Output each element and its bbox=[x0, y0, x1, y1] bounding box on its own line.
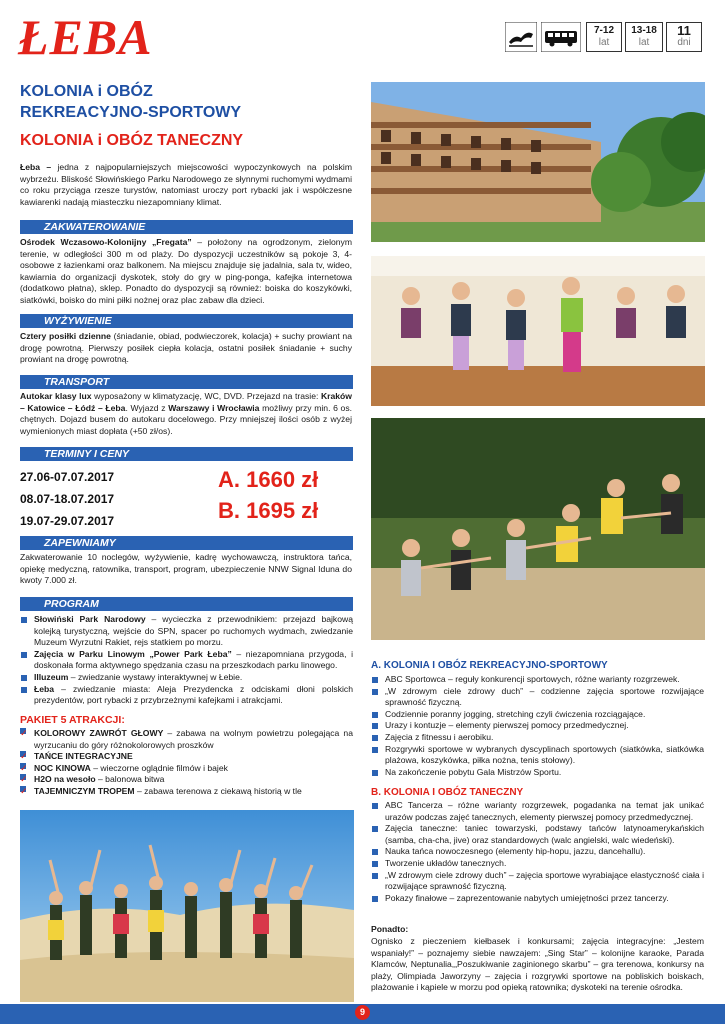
badge-unit: lat bbox=[598, 37, 610, 48]
transport-text: wyposażony w klimatyzację, WC, DVD. Przejazd na trasie: bbox=[91, 391, 321, 401]
item-text: – wieczorne oglądnie filmów i bajek bbox=[90, 762, 228, 773]
bullet-square-icon bbox=[372, 873, 378, 879]
section-header-program: PROGRAM bbox=[20, 597, 353, 611]
transport-route: Kraków – Katowice – Łódź – Łeba bbox=[20, 391, 352, 413]
title-line-3: KOLONIA i OBÓZ TANECZNY bbox=[20, 132, 244, 149]
list-item bbox=[371, 686, 704, 709]
age-badge-13-18 bbox=[625, 22, 663, 52]
transport-text: . Wyjazd z bbox=[125, 402, 169, 413]
item-lead: TAJEMNICZYM TROPEM bbox=[34, 785, 135, 796]
bus-icon bbox=[541, 22, 581, 52]
list-item bbox=[20, 672, 353, 684]
item-lead: H2O na wesoło bbox=[34, 774, 96, 785]
bullet-square-icon bbox=[21, 687, 27, 693]
section-a-header: A. KOLONIA I OBÓZ REKREACYJNO-SPORTOWY bbox=[371, 660, 608, 671]
bullet-square-icon bbox=[372, 849, 378, 855]
bullet-square-icon bbox=[372, 826, 378, 832]
checkmark-icon: ✓ bbox=[20, 728, 28, 738]
days-badge bbox=[666, 22, 702, 52]
item-text: Rozgrywki sportowe w wybranych dyscyplinach sportowych (siatkówka, siatkówka plażowa, koszykówka, piłka nożna, tenis stołowy). bbox=[385, 743, 704, 766]
list-item bbox=[371, 767, 704, 779]
ponadto-paragraph: Ognisko z pieczeniem kiełbasek i konkursami; zajęcia integracyjne: „Jestem wspaniały!” – poznajemy siebie nawzajem: „Sing Star” – kolonijne karaoke, Parada Klamców, Neptunalia,„Poszukiwanie zaginionego skarbu” – gra terenowa, konkursy na plaży, Olimpiada Jaworzyny – zajęcia i rozgrywki sportowe na pobliskich boiskach, plażowanie i kąpiele w morzu pod opieką ratownika; dyskoteki na terenie ośrodka. bbox=[371, 936, 704, 993]
list-item bbox=[371, 674, 704, 686]
item-text: – balonowa bitwa bbox=[95, 774, 165, 785]
section-header-wyzywienie: WYŻYWIENIE bbox=[20, 314, 353, 328]
bullet-square-icon bbox=[21, 617, 27, 623]
beach-group-photo bbox=[20, 810, 354, 1002]
zakwaterowanie-lead: Ośrodek Wczasowo-Kolonijny „Fregata” bbox=[20, 237, 192, 247]
item-text: Na zakończenie pobytu Gala Mistrzów Sportu. bbox=[385, 766, 562, 777]
badge-number: 13-18 bbox=[631, 25, 657, 36]
list-item bbox=[20, 728, 353, 751]
hotel-building-photo bbox=[371, 82, 705, 242]
list-item bbox=[371, 823, 704, 846]
bullet-square-icon bbox=[372, 803, 378, 809]
zakwaterowanie-paragraph bbox=[20, 237, 352, 307]
term-date-3: 19.07-29.07.2017 bbox=[20, 514, 115, 528]
item-text: Codziennie poranny jogging, stretching czyli ćwiczenia rozciągające. bbox=[385, 708, 646, 719]
list-item bbox=[20, 786, 353, 798]
list-item bbox=[20, 649, 353, 672]
wyzywienie-paragraph bbox=[20, 331, 352, 366]
list-item bbox=[371, 893, 704, 905]
age-badge-7-12 bbox=[586, 22, 622, 52]
brand-logo: ŁEBA bbox=[18, 9, 153, 65]
item-lead: KOLOROWY ZAWRÓT GŁOWY bbox=[34, 728, 164, 738]
wyzywienie-lead: Cztery posiłki dzienne bbox=[20, 331, 111, 341]
intro-lead: Łeba – bbox=[20, 162, 52, 172]
transport-paragraph bbox=[20, 391, 352, 437]
section-b-header: B. KOLONIA I OBÓZ TANECZNY bbox=[371, 787, 524, 798]
list-item bbox=[20, 614, 353, 649]
ponadto-header: Ponadto: bbox=[371, 924, 409, 934]
section-a-list bbox=[371, 674, 704, 778]
item-text: Tworzenie układów tanecznych. bbox=[385, 857, 507, 868]
badge-unit: dni bbox=[677, 37, 691, 48]
section-header-zakwaterowanie: ZAKWATEROWANIE bbox=[20, 220, 353, 234]
bullet-square-icon bbox=[372, 677, 378, 683]
list-item bbox=[20, 774, 353, 786]
item-text: Zajęcia z fitnessu i aerobiku. bbox=[385, 731, 494, 742]
wyzywienie-text: (śniadanie, obiad, podwieczorek, kolacja) + suchy prowiant na drogę powrotną. Pierwszy posiłek ciepła kolacja, ostatni posiłek śniadanie + suchy prowiant na drogę powrotną. bbox=[20, 331, 352, 365]
checkmark-icon: ✓ bbox=[20, 785, 28, 796]
item-text: – zabawa terenowa z ciekawą historią w tle bbox=[134, 785, 302, 796]
checkmark-icon: ✓ bbox=[20, 774, 28, 785]
title-line-2: REKREACYJNO-SPORTOWY bbox=[20, 104, 242, 121]
section-b-list bbox=[371, 800, 704, 904]
section-header-zapewniamy: ZAPEWNIAMY bbox=[20, 536, 353, 550]
transport-cities: Warszawy i Wrocławia bbox=[168, 402, 260, 413]
list-item bbox=[371, 858, 704, 870]
list-item bbox=[20, 763, 353, 775]
dance-class-photo bbox=[371, 256, 705, 406]
section-header-terminy: TERMINY I CENY bbox=[20, 447, 353, 461]
section-header-transport: TRANSPORT bbox=[20, 375, 353, 389]
item-lead: Illuzeum bbox=[34, 671, 69, 682]
badge-number: 11 bbox=[677, 23, 691, 38]
item-lead: Słowiński Park Narodowy bbox=[34, 614, 146, 624]
transport-text: możliwy przy min. 6 os. chętnych. Dojazd busem do autokaru docelowego. Przy mniejszej ilości osób z wyżej wymienionych miast dopłata (+50 zł/os). bbox=[20, 402, 352, 436]
atrakcje-list bbox=[20, 728, 353, 798]
badge-unit: lat bbox=[638, 37, 650, 48]
list-item bbox=[371, 800, 704, 823]
intro-paragraph bbox=[20, 162, 352, 208]
transport-lead: Autokar klasy lux bbox=[20, 391, 92, 401]
item-text: Zajęcia taneczne: taniec towarzyski, podstawy tańców latynoamerykańskich (samba, cha-cha, jive) oraz standardowych (walc angielski, walc wiedeński). bbox=[385, 823, 704, 845]
bullet-square-icon bbox=[372, 723, 378, 729]
item-lead: NOC KINOWA bbox=[34, 762, 91, 773]
item-text: – niezapomniana przygoda, i doskonała forma aktywnego spędzania czasu na przeszkodach parku linowego. bbox=[34, 648, 353, 671]
beach-volleyball-photo bbox=[371, 418, 705, 640]
bullet-square-icon bbox=[372, 896, 378, 902]
bullet-square-icon bbox=[372, 770, 378, 776]
item-text: ABC Sportowca – reguły konkurencji sportowych, różne warianty rozgrzewek. bbox=[385, 674, 680, 684]
bullet-square-icon bbox=[372, 689, 378, 695]
item-text: – zwiedzanie miasta: Aleja Prezydencka z odciskami dłoni polskich prezydentów, port rybacki z przybrzeżnymi kafejkami i atrakcjami. bbox=[34, 683, 353, 706]
zapewniamy-paragraph: Zakwaterowanie 10 noclegów, wyżywienie, kadrę wychowawczą, instruktora tańca, opiekę medyczną, ratownika, transport, program, ubezpieczenie NNW Signal Iduna do kwoty 7.000 zł. bbox=[20, 552, 352, 586]
term-date-1: 27.06-07.07.2017 bbox=[20, 470, 115, 484]
item-lead: Zajęcia w Parku Linowym „Power Park Łeba” bbox=[34, 648, 232, 659]
item-text: „W zdrowym ciele zdrowy duch” – zajęcia sportowe wyrabiające elastyczność ciała i rozwijające sprawność fizyczną. bbox=[385, 869, 704, 892]
badge-number: 7-12 bbox=[593, 25, 614, 36]
list-item bbox=[371, 732, 704, 744]
price-a: A. 1660 zł bbox=[218, 467, 319, 492]
item-lead: Łeba bbox=[34, 683, 55, 694]
list-item bbox=[371, 870, 704, 893]
bird-icon bbox=[505, 22, 537, 52]
checkmark-icon: ✓ bbox=[20, 762, 28, 773]
title-line-1: KOLONIA i OBÓZ bbox=[20, 83, 153, 100]
item-text: Urazy i kontuzje – elementy pierwszej pomocy przedmedycznej. bbox=[385, 720, 629, 731]
program-list bbox=[20, 614, 353, 707]
term-date-2: 08.07-18.07.2017 bbox=[20, 492, 115, 506]
list-item bbox=[371, 709, 704, 721]
item-text: – wycieczka z przewodnikiem: przejazd bajkową kolejką turystyczną, wejście do SPN, spacer po ruchomych wydmach, zwiedzanie Muzeum Wyrzutni Rakiet, rejs statkiem po morzu. bbox=[34, 614, 353, 648]
item-text: Pokazy finałowe – zaprezentowanie nabytych umiejętności przez tancerzy. bbox=[385, 892, 669, 903]
bullet-square-icon bbox=[372, 712, 378, 718]
zakwaterowanie-text: – położony na ogrodzonym, zielonym terenie, w odległości 300 m od plaży. Do dyspozycji uczestników są pokoje 3, 4-osobowe z łazienkami oraz balkonem. Na miejscu znajduje się jadalnia, sala tv, wideo, kawiarnia do organizacji dyskotek, stoły do gry w ping-ponga, kafejka internetowa (dodatkowo płatna), sklep. Ponadto do dyspozycji są również: boiska do koszykówki, siatkówki, boisko do mini piłki nożnej oraz plac zabaw dla dzieci. bbox=[20, 237, 353, 305]
item-text: – zwiedzanie wystawy interaktywnej w Łebie. bbox=[68, 671, 243, 682]
bullet-square-icon bbox=[21, 652, 27, 658]
item-text: Nauka tańca nowoczesnego (elementy hip-hopu, jazzu, dancehallu). bbox=[385, 846, 646, 857]
bullet-square-icon bbox=[372, 861, 378, 867]
list-item bbox=[371, 720, 704, 732]
item-lead: TAŃCE INTEGRACYJNE bbox=[34, 751, 133, 762]
atrakcje-header: PAKIET 5 ATRAKCJI: bbox=[20, 714, 125, 726]
bullet-square-icon bbox=[21, 675, 27, 681]
bullet-square-icon bbox=[372, 735, 378, 741]
item-text: – zabawa na wolnym powietrzu polegająca na wyrzucaniu do góry różnokolorowych proszków bbox=[34, 728, 353, 750]
list-item bbox=[20, 684, 353, 707]
list-item bbox=[20, 751, 353, 763]
item-text: „W zdrowym ciele zdrowy duch” – codzienne zajęcia sportowe rozwijające sprawność fizyczną. bbox=[385, 685, 704, 708]
page-number: 9 bbox=[355, 1005, 370, 1020]
list-item bbox=[371, 846, 704, 858]
list-item bbox=[371, 744, 704, 767]
intro-text: jedna z najpopularniejszych miejscowości wypoczynkowych na polskim wybrzeżu. Bliskość Słowińskiego Parku Narodowego ze słynnymi ruchomymi wydmami co roku przyciąga rzesze turystów, natomiast uroczy port rybacki jak i współczesne kawiarenki nadają miasteczku niezapomniany klimat. bbox=[20, 162, 352, 207]
checkmark-icon: ✓ bbox=[20, 751, 28, 762]
item-text: ABC Tancerza – różne warianty rozgrzewek, pogadanka na temat jak unikać urazów podczas zajęć tanecznych, elementy pierwszej pomocy przedmedycznej. bbox=[385, 800, 704, 822]
bullet-square-icon bbox=[372, 747, 378, 753]
price-b: B. 1695 zł bbox=[218, 498, 319, 523]
